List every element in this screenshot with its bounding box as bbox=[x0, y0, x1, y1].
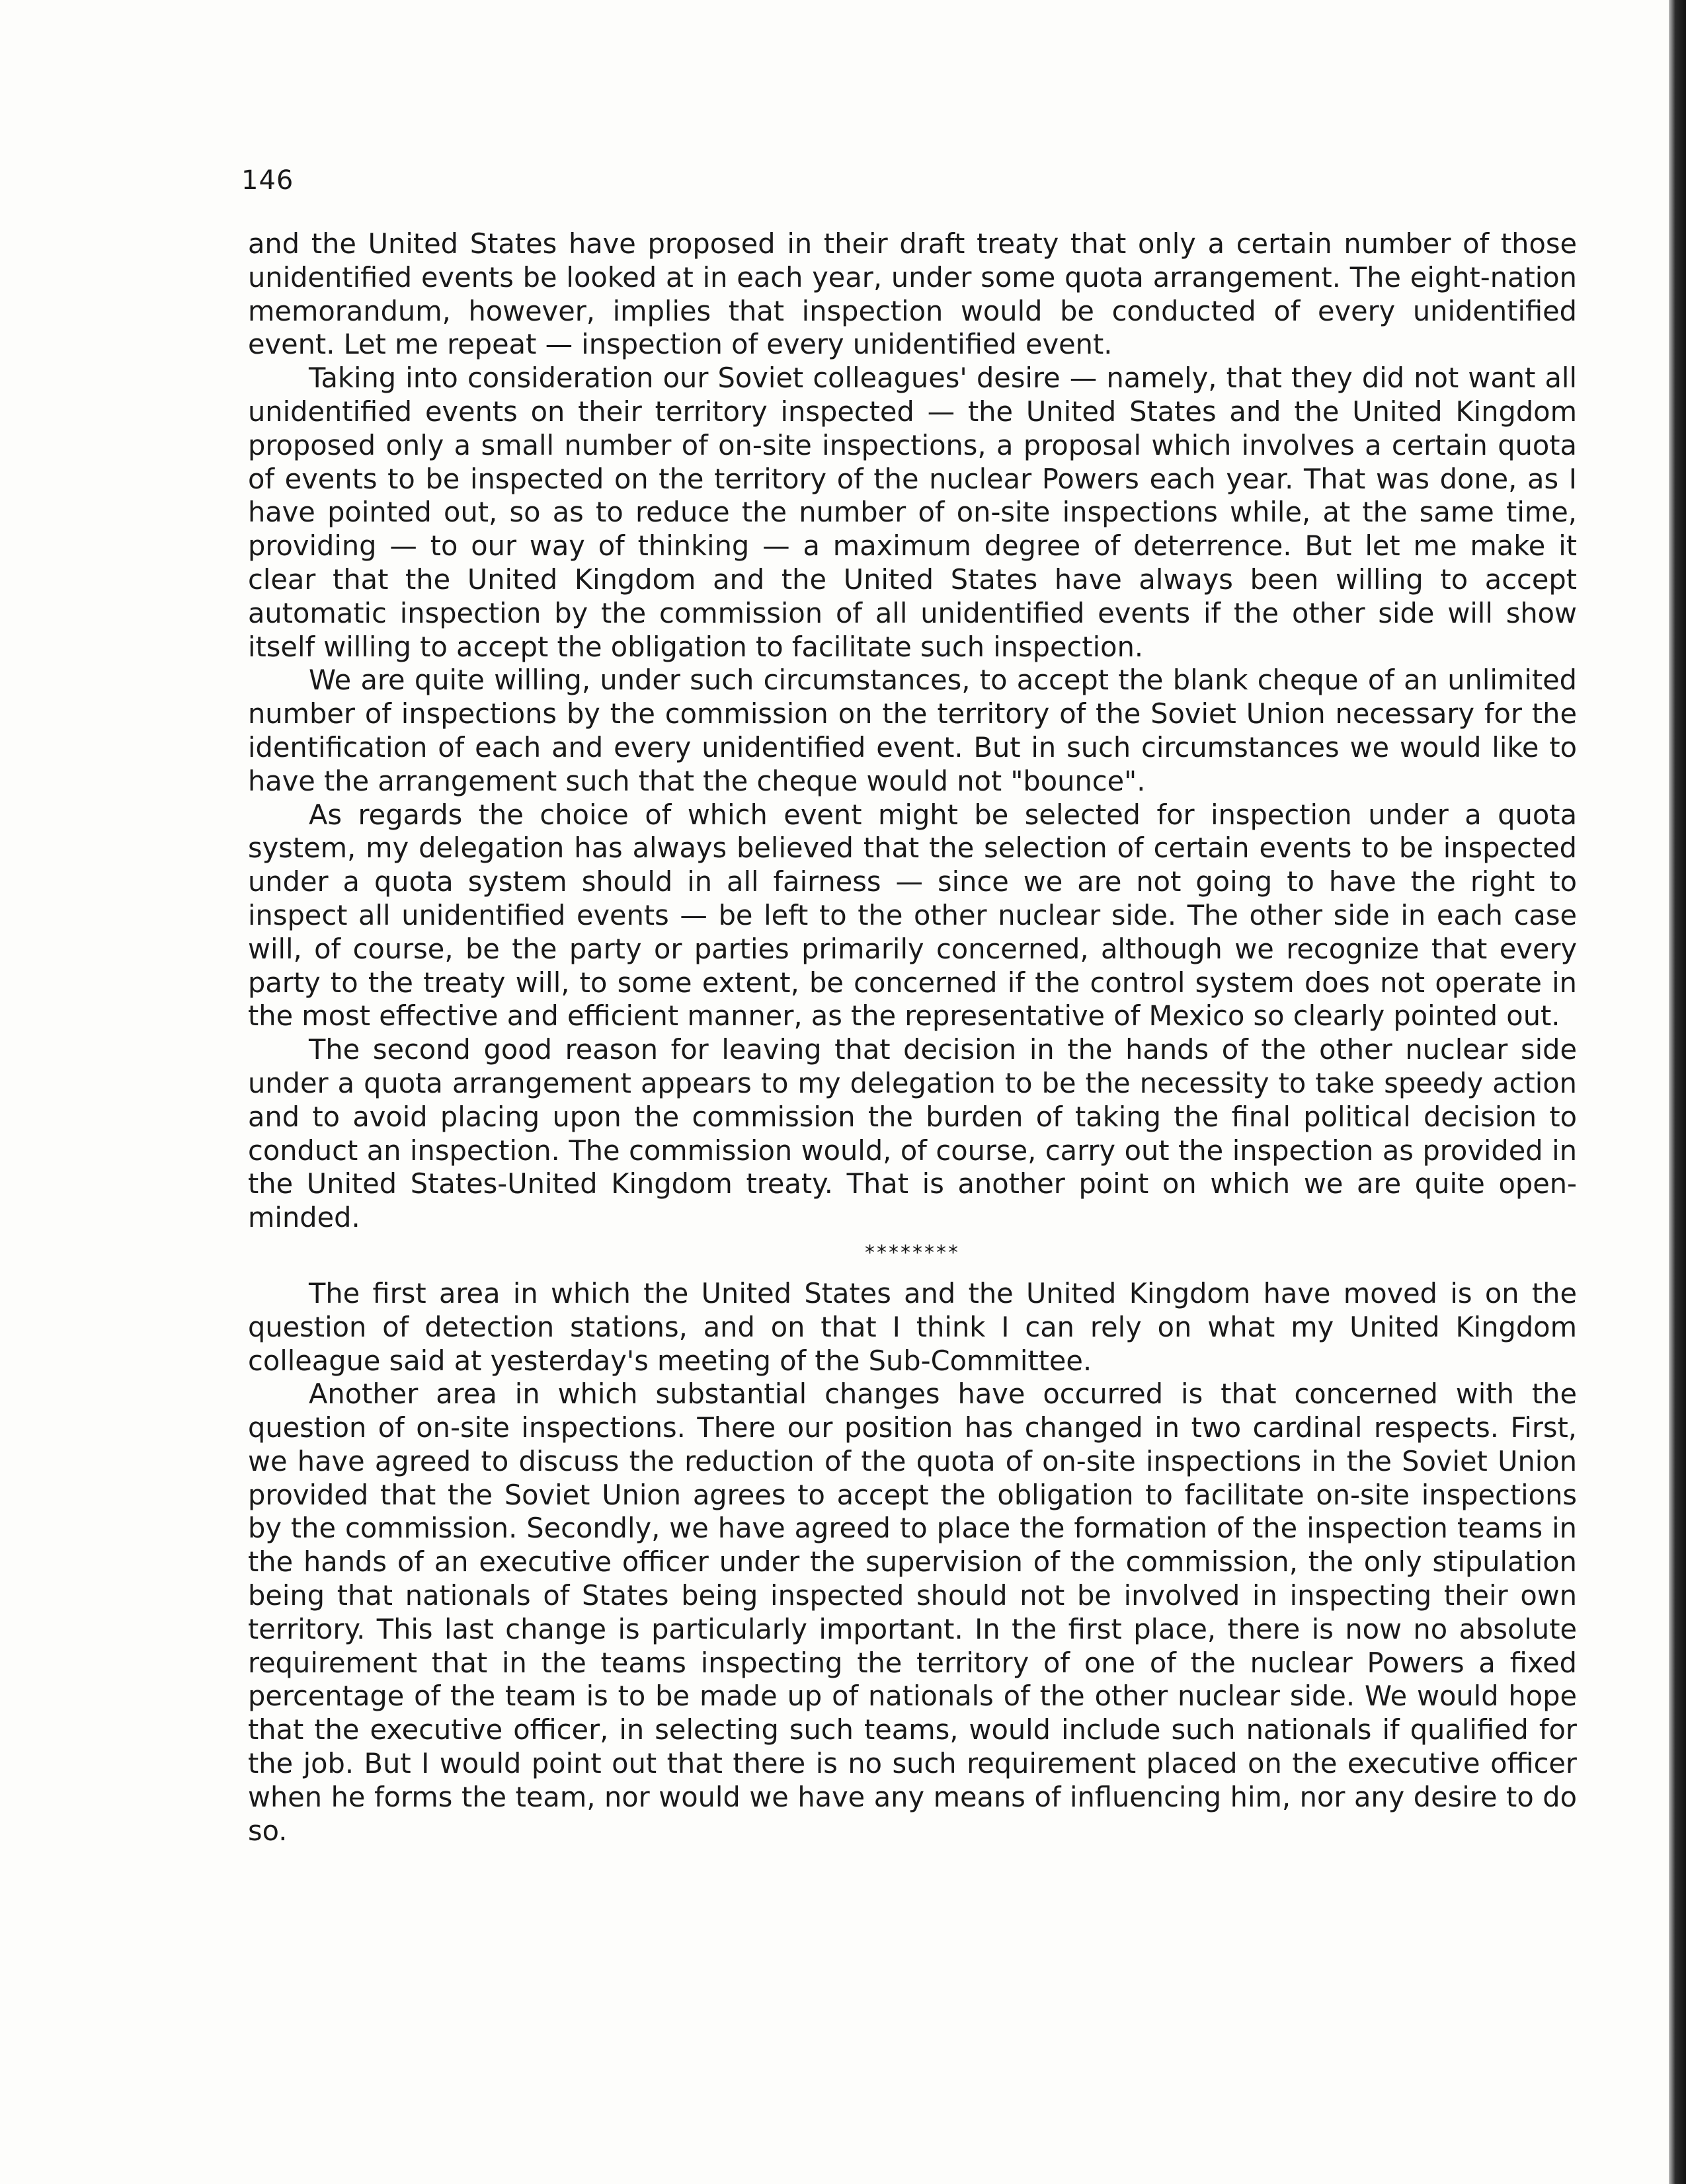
section-separator: ******** bbox=[865, 1241, 960, 1265]
document-body bbox=[248, 227, 1577, 1848]
scan-page-edge bbox=[1669, 0, 1686, 2184]
page-number: 146 bbox=[241, 165, 294, 196]
paragraph: The second good reason for leaving that decision in the hands of the other nuclear side under a quota arrangement appears to my delegation to be the necessity to take speedy action and to avoid placing upon the commission the burden of taking the final political decision to conduct an inspection. The commission would, of course, carry out the inspection as provided in the United States-United Kingdom treaty. That is another point on which we are quite open-minded. bbox=[248, 1033, 1577, 1234]
paragraph: Another area in which substantial changes have occurred is that concerned with the question of on-site inspections. There our position has changed in two cardinal respects. First, we have agreed to discuss the reduction of the quota of on-site inspections in the Soviet Union provided that the Soviet Union agrees to accept the obligation to facilitate on-site inspections by the commission. Secondly, we have agreed to place the formation of the inspection teams in the hands of an executive officer under the supervision of the commission, the only stipulation being that nationals of States being inspected should not be involved in inspecting their own territory. This last change is particularly important. In the first place, there is now no absolute requirement that in the teams inspecting the territory of one of the nuclear Powers a fixed percentage of the team is to be made up of nationals of the other nuclear side. We would hope that the executive officer, in selecting such teams, would include such nationals if qualified for the job. But I would point out that there is no such requirement placed on the executive officer when he forms the team, nor would we have any means of influencing him, nor any desire to do so. bbox=[248, 1378, 1577, 1847]
paragraph: As regards the choice of which event might be selected for inspection under a quota system, my delegation has always believed that the selection of certain events to be inspected under a quota system should in all fairness — since we are not going to have the right to inspect all unidentified events — be left to the other nuclear side. The other side in each case will, of course, be the party or parties primarily concerned, although we recognize that every party to the treaty will, to some extent, be concerned if the control system does not operate in the most effective and efficient manner, as the representative of Mexico so clearly pointed out. bbox=[248, 798, 1577, 1033]
paragraph-continued: and the United States have proposed in their draft treaty that only a certain number of those unidentified events be looked at in each year, under some quota arrangement. The eight-nation memorandum, however, implies that inspection would be conducted of every unidentified event. Let me repeat — inspection of every unidentified event. bbox=[248, 227, 1577, 361]
paragraph: Taking into consideration our Soviet colleagues' desire — namely, that they did not want all unidentified events on their territory inspected — the United States and the United Kingdom proposed only a small number of on-site inspections, a proposal which involves a certain quota of events to be inspected on the territory of the nuclear Powers each year. That was done, as I have pointed out, so as to reduce the number of on-site inspections while, at the same time, providing — to our way of thinking — a maximum degree of deterrence. But let me make it clear that the United Kingdom and the United States have always been willing to accept automatic inspection by the commission of all unidentified events if the other side will show itself willing to accept the obligation to facilitate such inspection. bbox=[248, 362, 1577, 663]
paragraph: The first area in which the United States and the United Kingdom have moved is on the question of detection stations, and on that I think I can rely on what my United Kingdom colleague said at yesterday's meeting of the Sub-Committee. bbox=[248, 1276, 1577, 1377]
paragraph: We are quite willing, under such circumstances, to accept the blank cheque of an unlimited number of inspections by the commission on the territory of the Soviet Union necessary for the identification of each and every unidentified event. But in such circumstances we would like to have the arrangement such that the cheque would not "bounce". bbox=[248, 664, 1577, 797]
